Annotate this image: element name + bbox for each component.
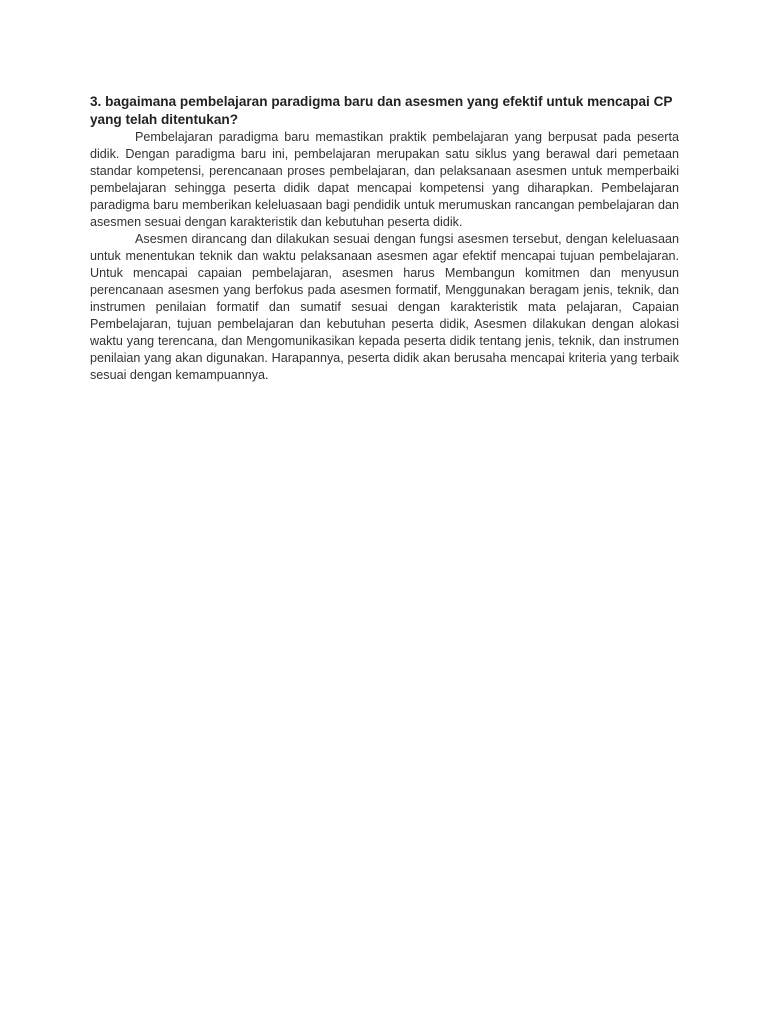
document-body [90, 93, 679, 384]
answer-paragraph-1: Pembelajaran paradigma baru memastikan praktik pembelajaran yang berpusat pada peserta didik. Dengan paradigma baru ini, pembelajaran merupakan satu siklus yang berawal dari pemetaan standar kompetensi, perencanaan proses pembelajaran, dan pelaksanaan asesmen untuk memperbaiki pembelajaran sehingga peserta didik dapat mencapai kompetensi yang diharapkan. Pembelajaran paradigma baru memberikan keleluasaan bagi pendidik untuk merumuskan rancangan pembelajaran dan asesmen sesuai dengan karakteristik dan kebutuhan peserta didik. [90, 130, 679, 229]
question-heading: 3. bagaimana pembelajaran paradigma baru dan asesmen yang efektif untuk mencapai CP yang telah ditentukan? [90, 94, 673, 127]
answer-paragraph-2: Asesmen dirancang dan dilakukan sesuai dengan fungsi asesmen tersebut, dengan keleluasaan untuk menentukan teknik dan waktu pelaksanaan asesmen agar efektif mencapai tujuan pembelajaran. Untuk mencapai capaian pembelajaran, asesmen harus Membangun komitmen dan menyusun perencanaan asesmen yang berfokus pada asesmen formatif, Menggunakan beragam jenis, teknik, dan instrumen penilaian formatif dan sumatif sesuai dengan karakteristik mata pelajaran, Capaian Pembelajaran, tujuan pembelajaran dan kebutuhan peserta didik, Asesmen dilakukan dengan alokasi waktu yang terencana, dan Mengomunikasikan kepada peserta didik tentang jenis, teknik, dan instrumen penilaian yang akan digunakan. Harapannya, peserta didik akan berusaha mencapai kriteria yang terbaik sesuai dengan kemampuannya. [90, 232, 679, 382]
